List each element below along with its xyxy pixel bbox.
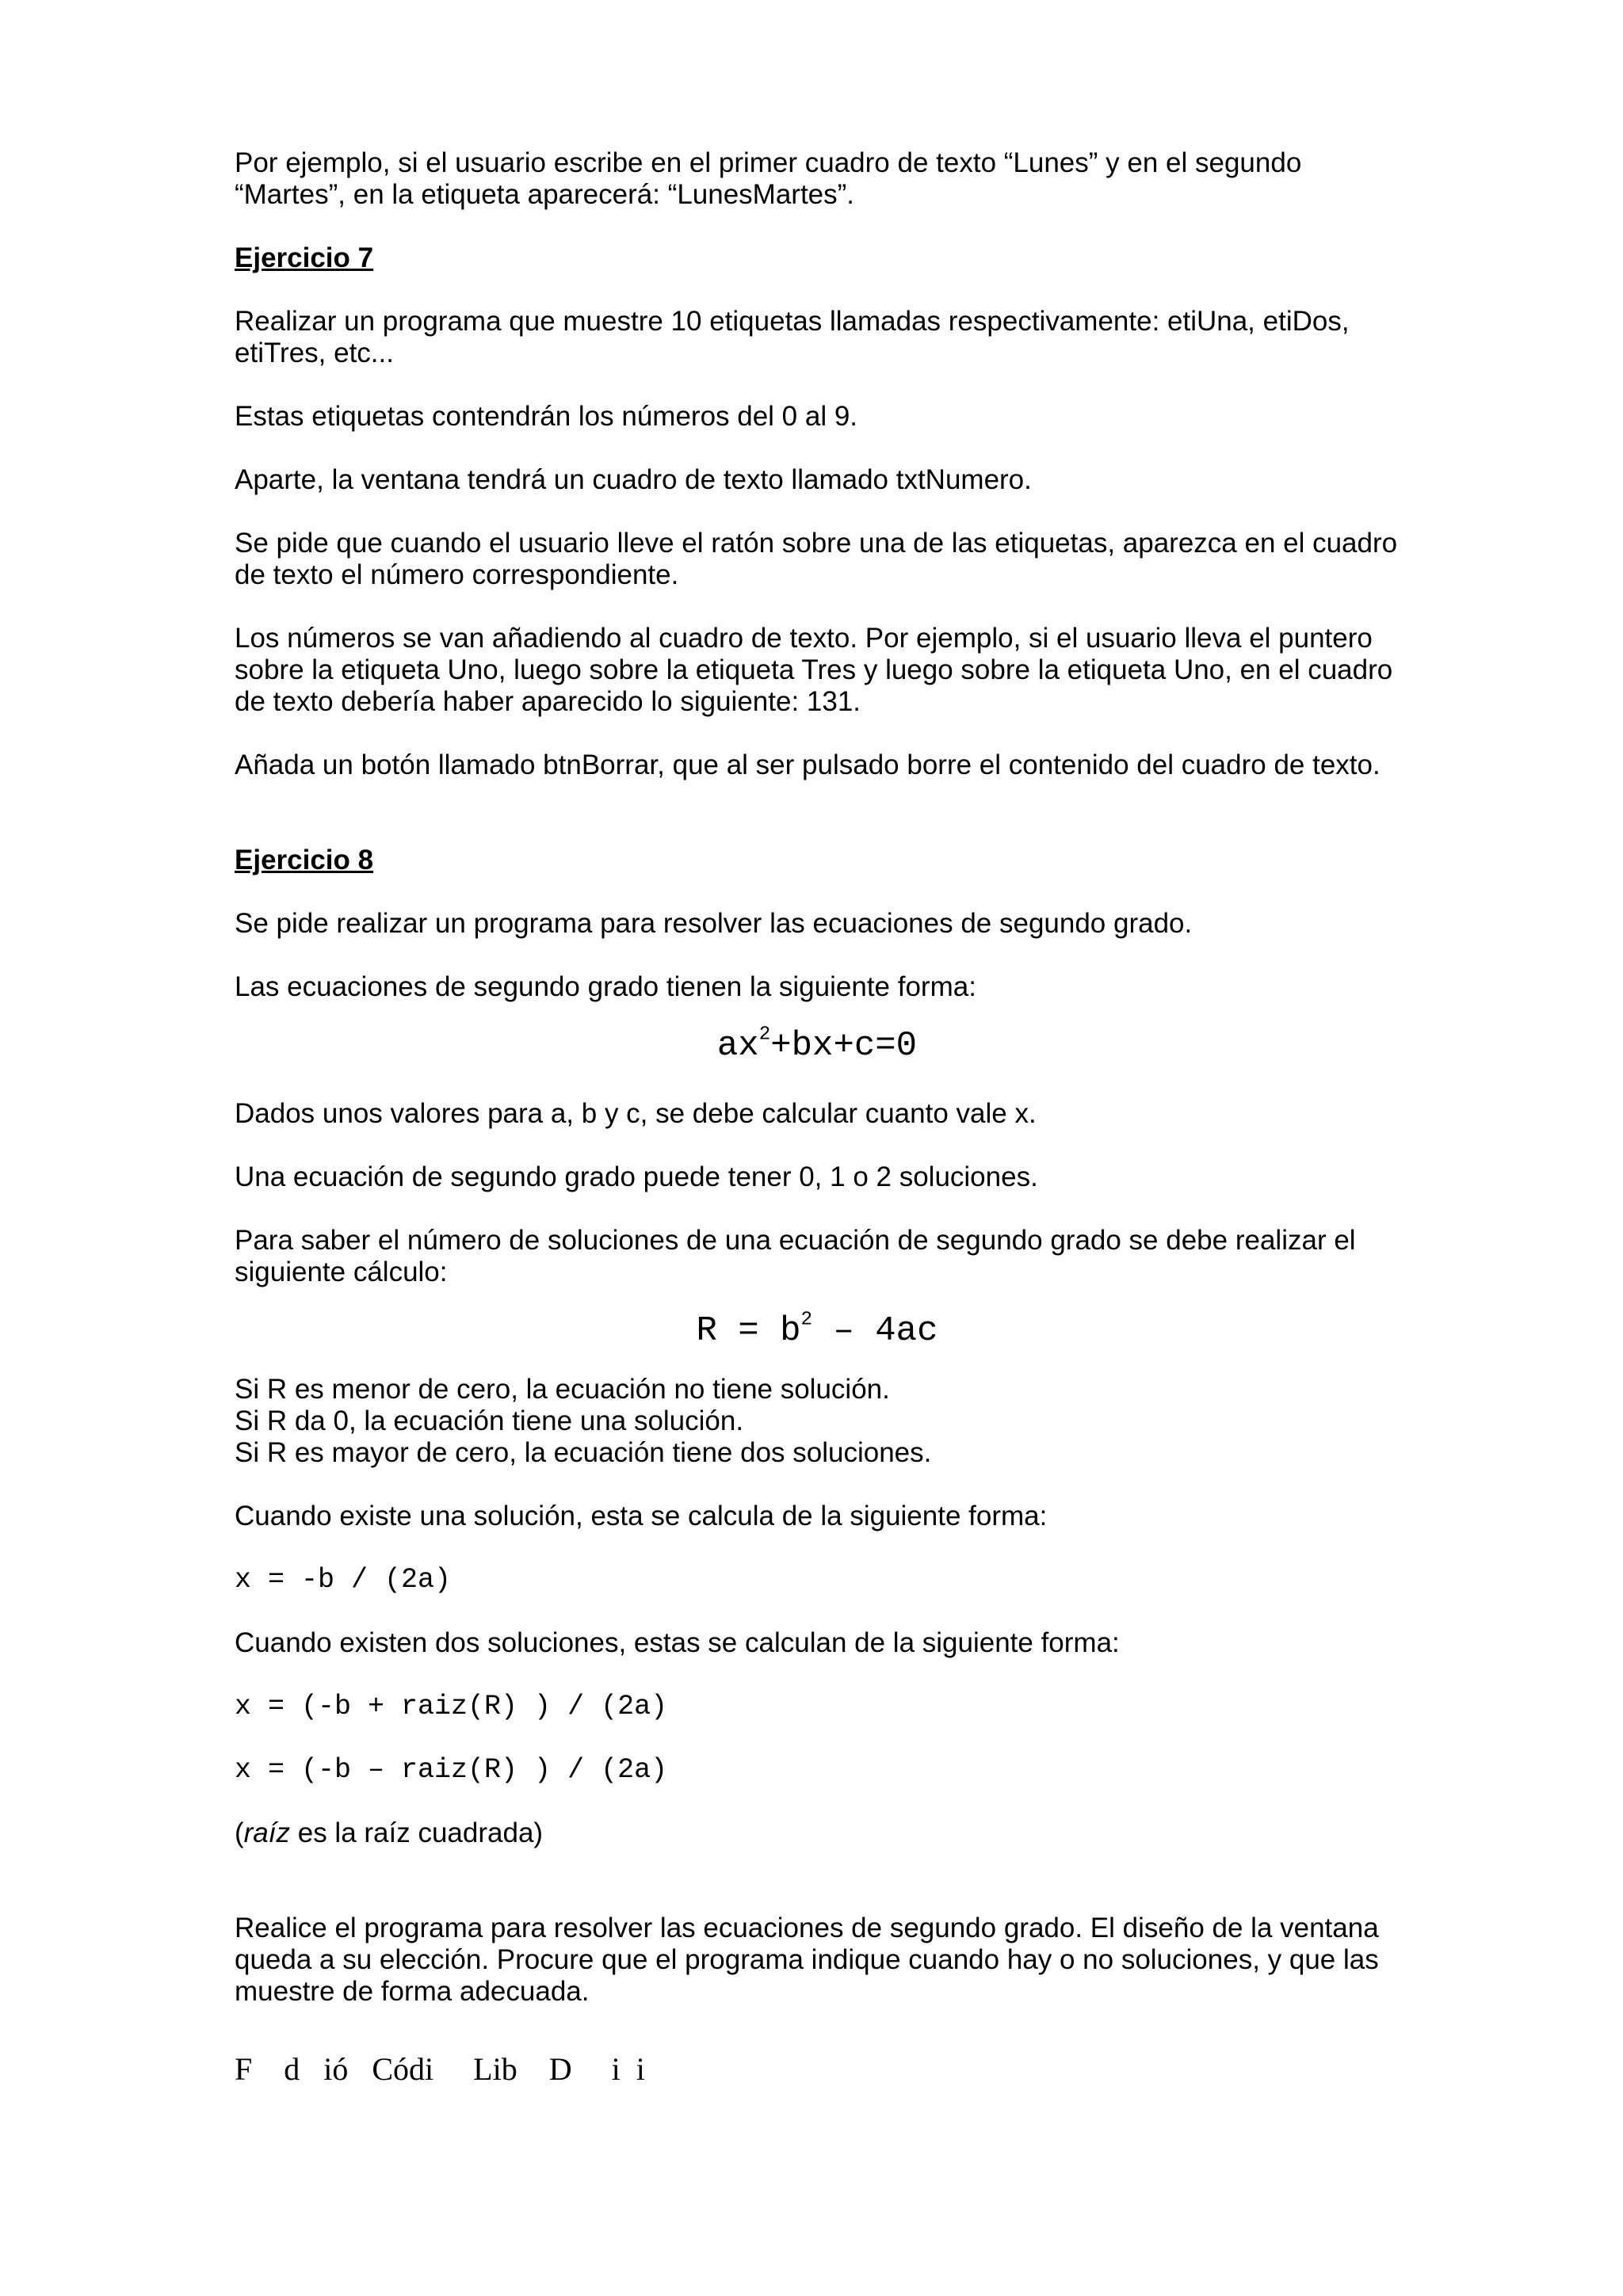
- ex7-paragraph-1: Realizar un programa que muestre 10 etiquetas llamadas respectivamente: etiUna, etiDos, etiTres, etc...: [235, 306, 1350, 368]
- eq2-exponent: 2: [800, 1309, 813, 1331]
- intro-paragraph: Por ejemplo, si el usuario escribe en el primer cuadro de texto “Lunes” y en el segundo “Martes”, en la etiqueta aparecerá: “LunesMartes”.: [235, 147, 1302, 210]
- ex7-paragraph-2: Estas etiquetas contendrán los números del 0 al 9.: [235, 401, 858, 432]
- ex7-paragraph-4: Se pide que cuando el usuario lleve el ratón sobre una de las etiquetas, aparezca en el cuadro de texto el número correspondiente.: [235, 528, 1398, 590]
- rule-line-1: Si R es menor de cero, la ecuación no tiene solución.: [235, 1374, 890, 1405]
- ex8-paragraph-4: Una ecuación de segundo grado puede tener 0, 1 o 2 soluciones.: [235, 1161, 1038, 1192]
- ex8-paragraph-5: Para saber el número de soluciones de una ecuación de segundo grado se debe realizar el siguiente cálculo:: [235, 1225, 1356, 1287]
- code-one-solution: x = -b / (2a): [235, 1564, 452, 1596]
- eq1-part-a: ax: [716, 1026, 759, 1066]
- note-italic-word: raíz: [243, 1817, 291, 1848]
- rule-line-3: Si R es mayor de cero, la ecuación tiene dos soluciones.: [235, 1437, 932, 1468]
- ex7-paragraph-6: Añada un botón llamado btnBorrar, que al ser pulsado borre el contenido del cuadro de texto.: [235, 749, 1381, 780]
- ex7-paragraph-5: Los números se van añadiendo al cuadro de texto. Por ejemplo, si el usuario lleva el puntero sobre la etiqueta Uno, luego sobre la etiqueta Tres y luego sobre la etiqueta Uno, en el cuadro de texto debería haber aparecido lo siguiente: 131.: [235, 623, 1393, 717]
- eq1-part-b: +bx+c=0: [770, 1026, 918, 1066]
- eq2-part-b: – 4ac: [812, 1311, 938, 1351]
- eq1-exponent: 2: [758, 1024, 771, 1046]
- page-footer: F d ió Códi Lib D i i: [235, 2051, 645, 2087]
- code-two-solutions-plus: x = (-b + raiz(R) ) / (2a): [235, 1691, 668, 1722]
- eq2-part-a: R = b: [696, 1311, 801, 1351]
- discriminant-formula: [235, 1310, 1400, 1352]
- document-page: [235, 147, 1400, 2087]
- ex8-paragraph-2: Las ecuaciones de segundo grado tienen la siguiente forma:: [235, 971, 976, 1002]
- ex8-paragraph-1: Se pide realizar un programa para resolver las ecuaciones de segundo grado.: [235, 908, 1193, 939]
- code-two-solutions-minus: x = (-b – raiz(R) ) / (2a): [235, 1754, 668, 1786]
- exercise-8-heading: Ejercicio 8: [235, 845, 374, 875]
- rule-line-2: Si R da 0, la ecuación tiene una solución.: [235, 1405, 744, 1436]
- exercise-7-heading: Ejercicio 7: [235, 242, 374, 273]
- note-open-paren: (: [235, 1817, 244, 1848]
- sqrt-note: [235, 1817, 1400, 1849]
- ex8-paragraph-7: Cuando existen dos soluciones, estas se calculan de la siguiente forma:: [235, 1627, 1120, 1658]
- ex8-paragraph-6: Cuando existe una solución, esta se calcula de la siguiente forma:: [235, 1501, 1048, 1531]
- quadratic-equation-formula: [235, 1025, 1400, 1066]
- ex7-paragraph-3: Aparte, la ventana tendrá un cuadro de texto llamado txtNumero.: [235, 464, 1032, 495]
- ex8-paragraph-8: Realice el programa para resolver las ecuaciones de segundo grado. El diseño de la ventana queda a su elección. Procure que el programa indique cuando hay o no soluciones, y que las muestre de forma adecuada.: [235, 1913, 1379, 2007]
- note-rest: es la raíz cuadrada): [290, 1817, 544, 1848]
- ex8-paragraph-3: Dados unos valores para a, b y c, se debe calcular cuanto vale x.: [235, 1098, 1037, 1129]
